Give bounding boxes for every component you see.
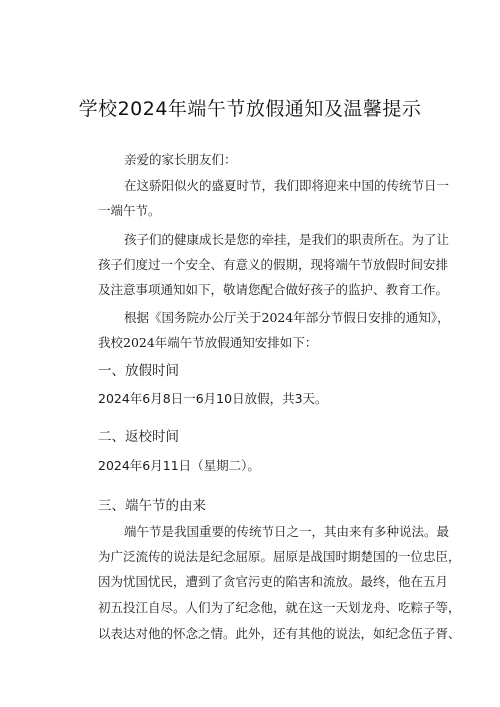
intro-line-2: 一端午节。 <box>98 203 161 218</box>
para2-line-1: 孩子们的健康成长是您的牵挂，是我们的职责所在。为了让 <box>124 232 450 247</box>
section3-heading: 三、端午节的由来 <box>98 498 206 514</box>
section3-line-4: 初五投江自尽。人们为了纪念他，就在这一天划龙舟、吃粽子等， <box>98 600 461 615</box>
para3-line-1: 根据《国务院办公厅关于2024年部分节假日安排的通知》， <box>124 310 450 325</box>
intro-line-1: 在这骄阳似火的盛夏时节，我们即将迎来中国的传统节日一 <box>124 178 450 193</box>
section3-line-2: 为广泛流传的说法是纪念屈原。屈原是战国时期楚国的一位忠臣， <box>98 549 461 564</box>
section1-text: 2024年6月8日一6月10日放假，共3天。 <box>98 391 328 406</box>
section2-text: 2024年6月11日（星期二）。 <box>98 458 260 473</box>
section3-line-1: 端午节是我国重要的传统节日之一，其由来有多种说法。最 <box>124 524 450 539</box>
para2-line-3: 及注意事项通知如下，敬请您配合做好孩子的监护、教育工作。 <box>98 282 449 297</box>
greeting: 亲爱的家长朋友们： <box>124 152 237 167</box>
para2-line-2: 孩子们度过一个安全、有意义的假期，现将端午节放假时间安排 <box>98 257 449 272</box>
section1-heading: 一、放假时间 <box>98 363 179 379</box>
section3-line-3: 因为忧国忧民，遭到了贪官污吏的陷害和流放。最终，他在五月 <box>98 574 449 589</box>
section3-line-5: 以表达对他的怀念之情。此外，还有其他的说法，如纪念伍子胥、 <box>98 626 461 641</box>
section2-heading: 二、返校时间 <box>98 429 179 445</box>
para3-line-2: 我校2024年端午节放假通知安排如下： <box>98 335 318 350</box>
page-title: 学校2024年端午节放假通知及温馨提示 <box>78 98 422 120</box>
